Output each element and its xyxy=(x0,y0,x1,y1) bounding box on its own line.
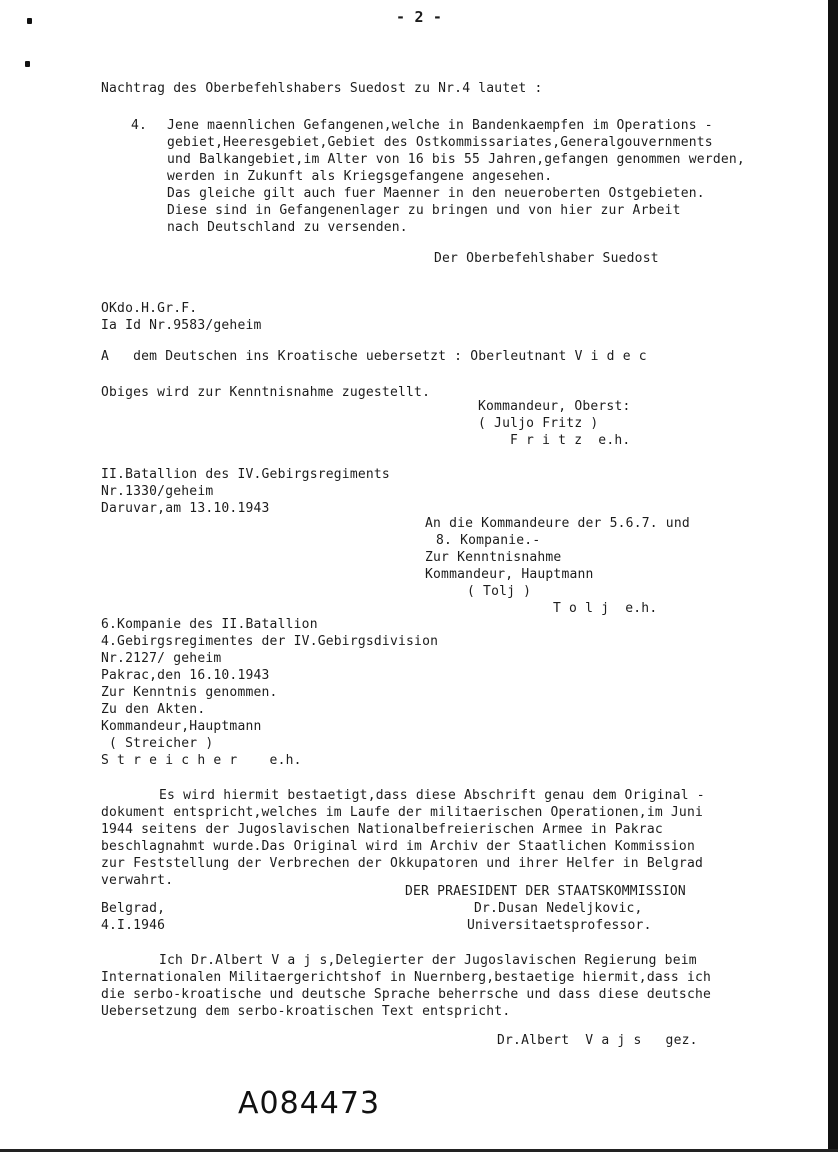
scan-edge xyxy=(828,0,838,1152)
okdo-line: OKdo.H.Gr.F. xyxy=(101,301,198,316)
recipients-line: Kommandeur, Hauptmann xyxy=(425,567,594,582)
item-line: Jene maennlichen Gefangenen,welche in Bandenkaempfen im Operations - xyxy=(167,118,713,133)
page-number: - 2 - xyxy=(396,8,443,26)
president-line: Dr.Dusan Nedeljkovic, xyxy=(474,901,643,916)
kommandeur-signature: F r i t z e.h. xyxy=(510,433,631,448)
punch-hole-mark xyxy=(25,61,30,67)
item-line: nach Deutschland zu versenden. xyxy=(167,220,408,235)
recipients-line: Zur Kenntnisnahme xyxy=(425,550,562,565)
company-line: Kommandeur,Hauptmann xyxy=(101,719,262,734)
vajs-line: Uebersetzung dem serbo-kroatischen Text entspricht. xyxy=(101,1004,511,1019)
belgrad-line: 4.I.1946 xyxy=(101,918,166,933)
certification-line: dokument entspricht,welches im Laufe der militaerischen Operationen,im Juni xyxy=(101,805,703,820)
item-number: 4. xyxy=(131,118,148,133)
certification-line: Es wird hiermit bestaetigt,dass diese Abschrift genau dem Original - xyxy=(159,788,705,803)
vajs-line: die serbo-kroatische und deutsche Sprache beherrsche und dass diese deutsche xyxy=(101,987,712,1002)
kommandeur-title: Kommandeur, Oberst: xyxy=(478,399,631,414)
item-line: gebiet,Heeresgebiet,Gebiet des Ostkommissariates,Generalgouvernments xyxy=(167,135,713,150)
item-line: Diese sind in Gefangenenlager zu bringen und von hier zur Arbeit xyxy=(167,203,681,218)
recipients-line: An die Kommandeure der 5.6.7. und xyxy=(425,516,690,531)
company-line: Nr.2127/ geheim xyxy=(101,651,222,666)
vajs-line: Ich Dr.Albert V a j s,Delegierter der Jugoslavischen Regierung beim xyxy=(159,953,697,968)
forwarded-note: Obiges wird zur Kenntnisnahme zugestellt. xyxy=(101,385,431,400)
battalion-line: Nr.1330/geheim xyxy=(101,484,214,499)
tolj-name: ( Tolj ) xyxy=(467,584,532,599)
vajs-line: Internationalen Militaergerichtshof in Nuernberg,bestaetige hiermit,dass ich xyxy=(101,970,712,985)
belgrad-line: Belgrad, xyxy=(101,901,166,916)
company-line: ( Streicher ) xyxy=(101,736,214,751)
item-line: und Balkangebiet,im Alter von 16 bis 55 Jahren,gefangen genommen werden, xyxy=(167,152,745,167)
document-stamp-number: A084473 xyxy=(238,1086,381,1121)
company-line: Zu den Akten. xyxy=(101,702,206,717)
okdo-line: Ia Id Nr.9583/geheim xyxy=(101,318,262,333)
punch-hole-mark xyxy=(27,18,32,24)
certification-line: 1944 seitens der Jugoslavischen Nationalbefreierischen Armee in Pakrac xyxy=(101,822,663,837)
kommandeur-name: ( Juljo Fritz ) xyxy=(478,416,599,431)
item-line: werden in Zukunft als Kriegsgefangene angesehen. xyxy=(167,169,553,184)
certification-line: beschlagnahmt wurde.Das Original wird im Archiv der Staatlichen Kommission xyxy=(101,839,695,854)
item-line: Das gleiche gilt auch fuer Maenner in den neueroberten Ostgebieten. xyxy=(167,186,705,201)
battalion-line: II.Batallion des IV.Gebirgsregiments xyxy=(101,467,390,482)
certification-line: zur Feststellung der Verbrechen der Okkupatoren und ihrer Helfer in Belgrad xyxy=(101,856,703,871)
certification-line: verwahrt. xyxy=(101,873,174,888)
president-line: Universitaetsprofessor. xyxy=(467,918,652,933)
signature-oberbefehlshaber: Der Oberbefehlshaber Suedost xyxy=(434,251,659,266)
company-line: Pakrac,den 16.10.1943 xyxy=(101,668,270,683)
tolj-signature: T o l j e.h. xyxy=(553,601,658,616)
translation-note: A dem Deutschen ins Kroatische uebersetzt : Oberleutnant V i d e c xyxy=(101,349,647,364)
streicher-signature: S t r e i c h e r e.h. xyxy=(101,753,302,768)
battalion-line: Daruvar,am 13.10.1943 xyxy=(101,501,270,516)
company-line: 4.Gebirgsregimentes der IV.Gebirgsdivision xyxy=(101,634,439,649)
vajs-signature: Dr.Albert V a j s gez. xyxy=(497,1033,698,1048)
company-line: Zur Kenntnis genommen. xyxy=(101,685,278,700)
company-line: 6.Kompanie des II.Batallion xyxy=(101,617,318,632)
president-line: DER PRAESIDENT DER STAATSKOMMISSION xyxy=(405,884,686,899)
recipients-line: 8. Kompanie.- xyxy=(436,533,541,548)
heading: Nachtrag des Oberbefehlshabers Suedost zu Nr.4 lautet : xyxy=(101,81,543,96)
